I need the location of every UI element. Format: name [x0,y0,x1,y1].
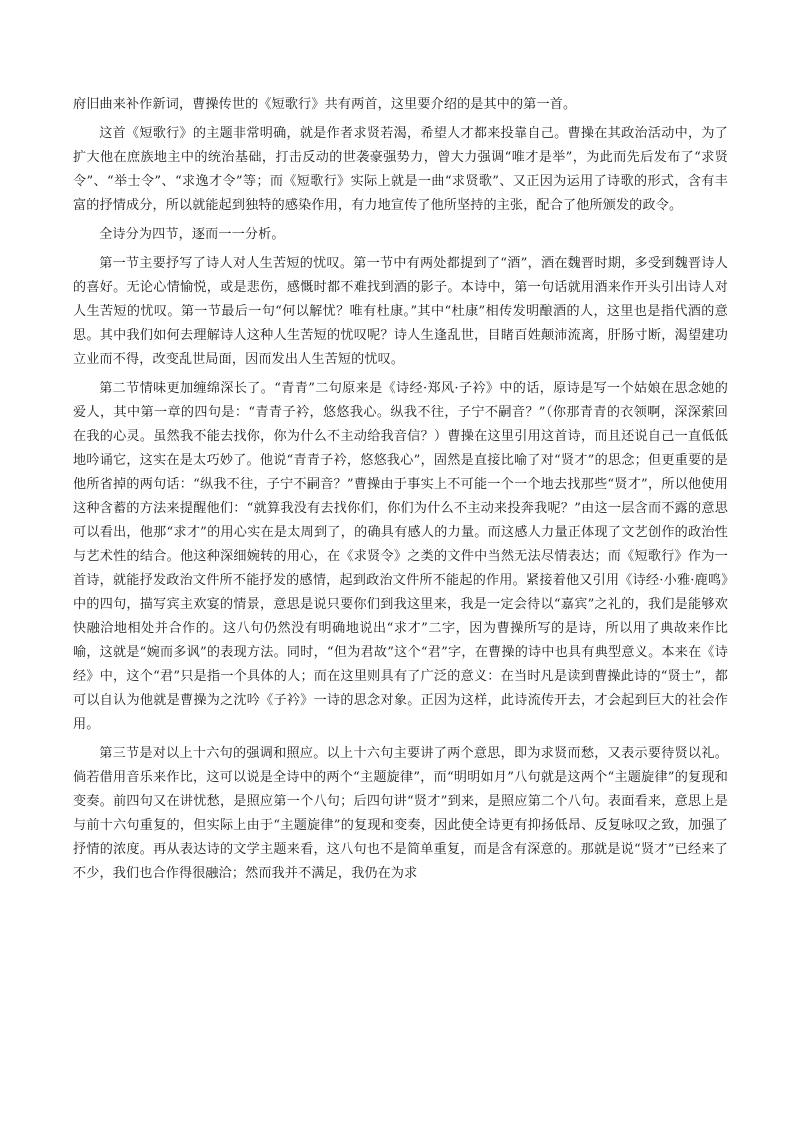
paragraph-6: 第三节是对以上十六句的强调和照应。以上十六句主要讲了两个意思，即为求贤而愁，又表示要待贤以礼。倘若借用音乐来作比，这可以说是全诗中的两个“主题旋律”，而“明明如月”八句就是这两个“主题旋律”的复现和变奏。前四句又在讲忧愁，是照应第一个八句；后四句讲“贤才”到来，是照应第二个八句。表面看来，意思上是与前十六句重复的，但实际上由于“主题旋律”的复现和变奏，因此使全诗更有抑扬低昂、反复咏叹之致，加强了抒情的浓度。再从表达诗的文学主题来看，这八句也不是简单重复，而是含有深意的。那就是说“贤才”已经来了不少，我们也合作得很融洽；然而我并不满足，我仍在为求 [73,746,728,881]
paragraph-5: 第二节情味更加缠绵深长了。“青青”二句原来是《诗经·郑风·子衿》中的话，原诗是写一个姑娘在思念她的爱人，其中第一章的四句是：“青青子衿，悠悠我心。纵我不往，子宁不嗣音？”（你那青青的衣领啊，深深萦回在我的心灵。虽然我不能去找你，你为什么不主动给我音信？）曹操在这里引用这首诗，而且还说自己一直低低地吟诵它，这实在是太巧妙了。他说“青青子衿，悠悠我心”，固然是直接比喻了对“贤才”的思念；但更重要的是他所省掉的两句话：“纵我不往，子宁不嗣音？”曹操由于事实上不可能一个一个地去找那些“贤才”，所以他使用这种含蓄的方法来提醒他们：“就算我没有去找你们，你们为什么不主动来投奔我呢？”由这一层含而不露的意思可以看出，他那“求才”的用心实在是太周到了，的确具有感人的力量。而这感人力量正体现了文艺创作的政治性与艺术性的结合。他这种深细婉转的用心，在《求贤令》之类的文件中当然无法尽情表达；而《短歌行》作为一首诗，就能抒发政治文件所不能抒发的感情，起到政治文件所不能起的作用。紧接着他又引用《诗经·小雅·鹿鸣》中的四句，描写宾主欢宴的情景，意思是说只要你们到我这里来，我是一定会待以“嘉宾”之礼的，我们是能够欢快融洽地相处并合作的。这八句仍然没有明确地说出“求才”二字，因为曹操所写的是诗，所以用了典故来作比喻，这就是“婉而多讽”的表现方法。同时，“但为君故”这个“君”字，在曹操的诗中也具有典型意义。本来在《诗经》中，这个“君”只是指一个具体的人；而在这里则具有了广泛的意义：在当时凡是读到曹操此诗的“贤士”，都可以自认为他就是曹操为之沈吟《子衿》一诗的思念对象。正因为这样，此诗流传开去，才会起到巨大的社会作用。 [73,381,728,732]
paragraph-3: 全诗分为四节，逐而一一分析。 [99,227,285,242]
paragraph-2: 这首《短歌行》的主题非常明确，就是作者求贤若渴，希望人才都来投靠自己。曹操在其政治活动中，为了扩大他在庶族地主中的统治基础，打击反动的世袭豪强势力，曾大力强调“唯才是举”，为此而先后发布了“求贤令”、“举士令”、“求逸才令”等；而《短歌行》实际上就是一曲“求贤歌”、又正因为运用了诗歌的形式，含有丰富的抒情成分，所以就能起到独特的感染作用，有力地宣传了他所坚持的主张，配合了他所颁发的政令。 [73,126,728,213]
paragraph-1: 府旧曲来补作新词，曹操传世的《短歌行》共有两首，这里要介绍的是其中的第一首。 [73,97,577,112]
paragraph-4: 第一节主要抒写了诗人对人生苦短的忧叹。第一节中有两处都提到了“酒”，酒在魏晋时期，多受到魏晋诗人的喜好。无论心情愉悦，或是悲伤，感慨时都不难找到酒的影子。本诗中，第一句话就用酒来作开头引出诗人对人生苦短的忧叹。第一节最后一句“何以解忧？唯有杜康。”其中“杜康”相传发明酿酒的人，这里也是指代酒的意思。其中我们如何去理解诗人这种人生苦短的忧叹呢？诗人生逢乱世，目睹百姓颠沛流离，肝肠寸断，渴望建功立业而不得，改变乱世局面，因而发出人生苦短的忧叹。 [73,256,728,367]
body-text [73,93,728,891]
